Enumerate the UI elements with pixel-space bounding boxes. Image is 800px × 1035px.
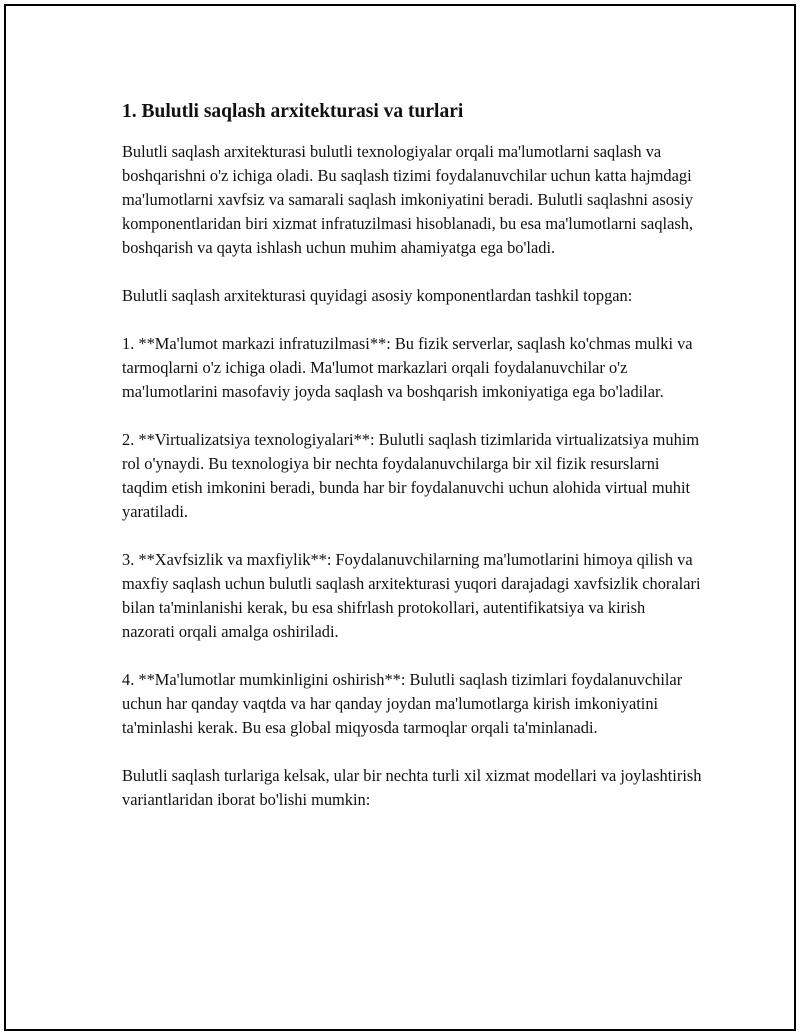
- types-lead-paragraph: Bulutli saqlash turlariga kelsak, ular bir nechta turli xil xizmat modellari va joylashtirish variantlaridan iborat bo'lishi mumkin:: [122, 766, 702, 809]
- component-item-1: 1. **Ma'lumot markazi infratuzilmasi**: Bu fizik serverlar, saqlash ko'chmas mulki va tarmoqlarni o'z ichiga oladi. Ma'lumot markazlari orqali foydalanuvchilar o'z ma'lumotlarini masofaviy joyda saqlash va boshqarish imkoniyatiga ega bo'ladilar.: [122, 334, 693, 401]
- intro-paragraph: Bulutli saqlash arxitekturasi bulutli texnologiyalar orqali ma'lumotlarni saqlash va boshqarishni o'z ichiga oladi. Bu saqlash tizimi foydalanuvchilar uchun katta hajmdagi ma'lumotlarni xavfsiz va samarali saqlash imkoniyatini beradi. Bulutli saqlashni asosiy komponentlaridan biri xizmat infratuzilmasi hisoblanadi, bu esa ma'lumotlarni saqlash, boshqarish va qayta ishlash uchun muhim ahamiyatga ega bo'ladi.: [122, 142, 694, 257]
- document-body: [122, 98, 702, 836]
- component-item-4: 4. **Ma'lumotlar mumkinligini oshirish**: Bulutli saqlash tizimlari foydalanuvchilar uchun har qanday vaqtda va har qanday joydan ma'lumotlarga kirish imkoniyatini ta'minlashi kerak. Bu esa global miqyosda tarmoqlar orqali ta'minlanadi.: [122, 670, 683, 737]
- page-frame: [4, 4, 796, 1031]
- component-item-2: 2. **Virtualizatsiya texnologiyalari**: Bulutli saqlash tizimlarida virtualizatsiya muhim rol o'ynaydi. Bu texnologiya bir nechta foydalanuvchilarga bir xil fizik resurslarni taqdim etish imkonini beradi, bunda har bir foydalanuvchi uchun alohida virtual muhit yaratiladi.: [122, 430, 700, 521]
- component-item-3: 3. **Xavfsizlik va maxfiylik**: Foydalanuvchilarning ma'lumotlarini himoya qilish va maxfiy saqlash uchun bulutli saqlash arxitekturasi yuqori darajadagi xavfsizlik choralari bilan ta'minlanishi kerak, bu esa shifrlash protokollari, autentifikatsiya va kirish nazorati orqali amalga oshiriladi.: [122, 550, 701, 641]
- document-title: 1. Bulutli saqlash arxitekturasi va turlari: [122, 101, 464, 122]
- components-lead-paragraph: Bulutli saqlash arxitekturasi quyidagi asosiy komponentlardan tashkil topgan:: [122, 286, 633, 305]
